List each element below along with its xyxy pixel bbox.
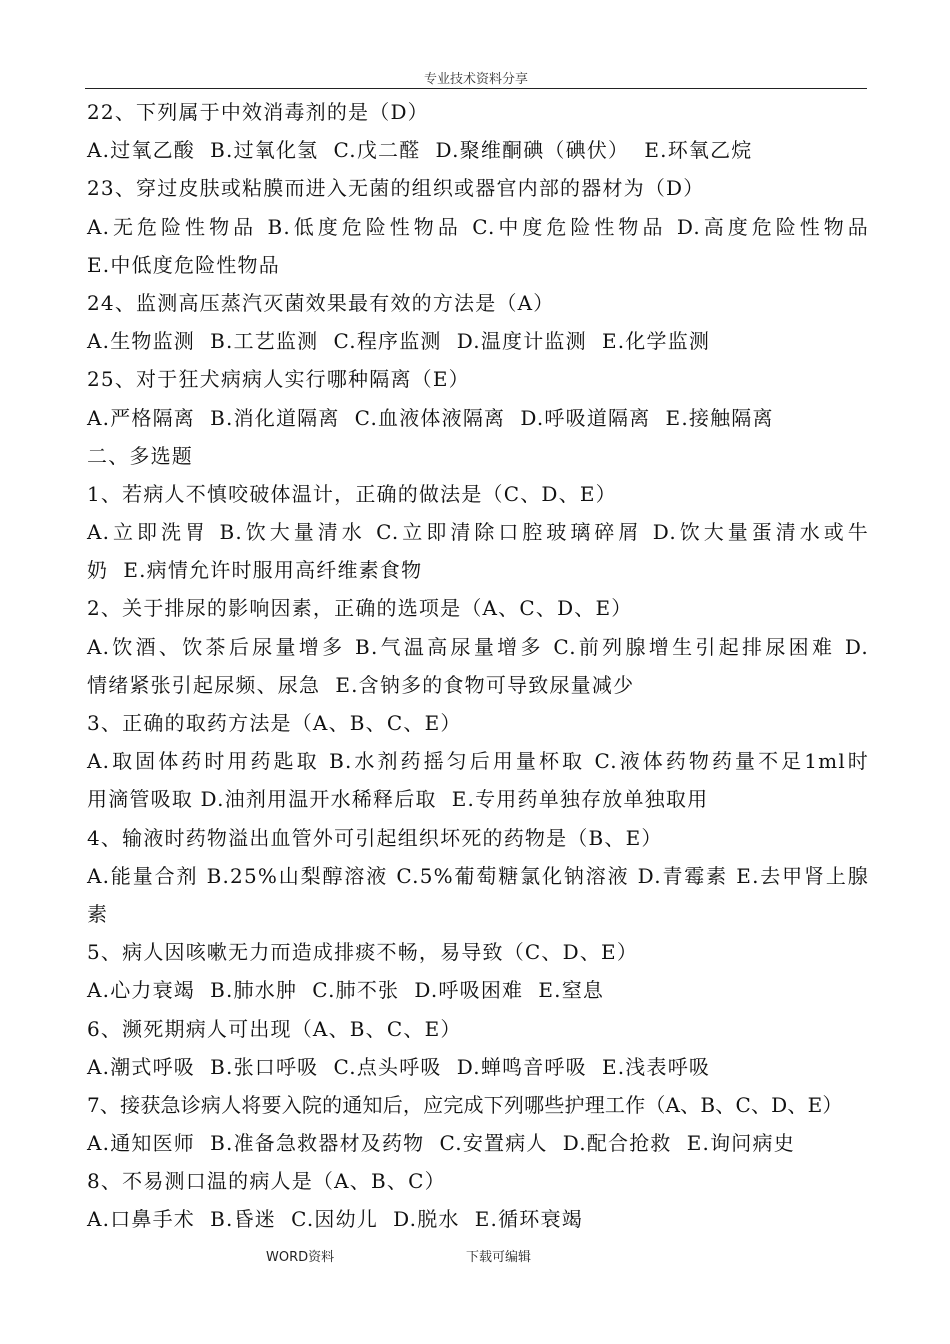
- question-22-options: A.过氧乙酸 B.过氧化氢 C.戊二醛 D.聚维酮碘（碘伏） E.环氧乙烷: [87, 138, 753, 163]
- mc-question-3-options-cont: 用滴管吸取 D.油剂用温开水稀释后取 E.专用药单独存放单独取用: [87, 787, 709, 812]
- mc-question-6: 6、濒死期病人可出现（A、B、C、E）: [87, 1016, 462, 1041]
- footer-left-text: WORD资料: [266, 1250, 335, 1265]
- page-footer: [0, 1248, 950, 1268]
- question-23-options: A.无危险性物品 B.低度危险性物品 C.中度危险性物品 D.高度危险性物品: [87, 214, 869, 239]
- mc-question-7-options: A.通知医师 B.准备急救器材及药物 C.安置病人 D.配合抢救 E.询问病史: [87, 1131, 795, 1156]
- mc-question-3-options: A.取固体药时用药匙取 B.水剂药摇匀后用量杯取 C.液体药物药量不足1ml时: [87, 749, 869, 774]
- mc-question-4-options: A.能量合剂 B.25%山梨醇溶液 C.5%葡萄糖氯化钠溶液 D.青霉素 E.去甲肾上腺: [87, 863, 869, 888]
- mc-question-6-options: A.潮式呼吸 B.张口呼吸 C.点头呼吸 D.蝉鸣音呼吸 E.浅表呼吸: [87, 1054, 711, 1079]
- question-23: 23、穿过皮肤或粘膜而进入无菌的组织或器官内部的器材为（D）: [87, 176, 705, 201]
- header-divider: [85, 88, 867, 89]
- mc-question-2-options-cont: 情绪紧张引起尿频、尿急 E.含钠多的食物可导致尿量减少: [87, 672, 635, 697]
- mc-question-5-options: A.心力衰竭 B.肺水肿 C.肺不张 D.呼吸困难 E.窒息: [87, 978, 605, 1003]
- mc-question-3: 3、正确的取药方法是（A、B、C、E）: [87, 711, 462, 735]
- section-heading-multiple-choice: 二、多选题: [87, 443, 193, 468]
- mc-question-2-options: A.饮酒、饮茶后尿量增多 B.气温高尿量增多 C.前列腺增生引起排尿困难 D.: [87, 634, 869, 659]
- mc-question-5: 5、病人因咳嗽无力而造成排痰不畅，易导致（C、D、E）: [87, 940, 639, 965]
- mc-question-1-options-cont: 奶 E.病情允许时服用高纤维素食物: [87, 558, 423, 583]
- mc-question-4: 4、输液时药物溢出血管外可引起组织坏死的药物是（B、E）: [87, 825, 663, 850]
- mc-question-7: 7、接获急诊病人将要入院的通知后，应完成下列哪些护理工作（A、B、C、D、E）: [87, 1092, 843, 1117]
- mc-question-4-options-cont: 素: [87, 901, 109, 926]
- mc-question-8-options: A.口鼻手术 B.昏迷 C.因幼儿 D.脱水 E.循环衰竭: [87, 1207, 583, 1232]
- question-22: 22、下列属于中效消毒剂的是（D）: [87, 100, 429, 124]
- footer-right-text: 下载可编辑: [466, 1250, 532, 1265]
- question-25: 25、对于狂犬病病人实行哪种隔离（E）: [87, 367, 470, 392]
- mc-question-8: 8、不易测口温的病人是（A、B、C）: [87, 1169, 446, 1194]
- page-header: 专业技术资料分享: [423, 72, 528, 87]
- question-24-options: A.生物监测 B.工艺监测 C.程序监测 D.温度计监测 E.化学监测: [87, 329, 711, 354]
- question-24: 24、监测高压蒸汽灭菌效果最有效的方法是（A）: [87, 290, 555, 315]
- document-body: [87, 93, 869, 1239]
- question-25-options: A.严格隔离 B.消化道隔离 C.血液体液隔离 D.呼吸道隔离 E.接触隔离: [87, 405, 774, 430]
- mc-question-2: 2、关于排尿的影响因素，正确的选项是（A、C、D、E）: [87, 596, 633, 621]
- question-23-options-cont: E.中低度危险性物品: [87, 252, 280, 277]
- mc-question-1: 1、若病人不慎咬破体温计，正确的做法是（C、D、E）: [87, 481, 617, 506]
- mc-question-1-options: A.立即洗胃 B.饮大量清水 C.立即清除口腔玻璃碎屑 D.饮大量蛋清水或牛: [87, 520, 869, 545]
